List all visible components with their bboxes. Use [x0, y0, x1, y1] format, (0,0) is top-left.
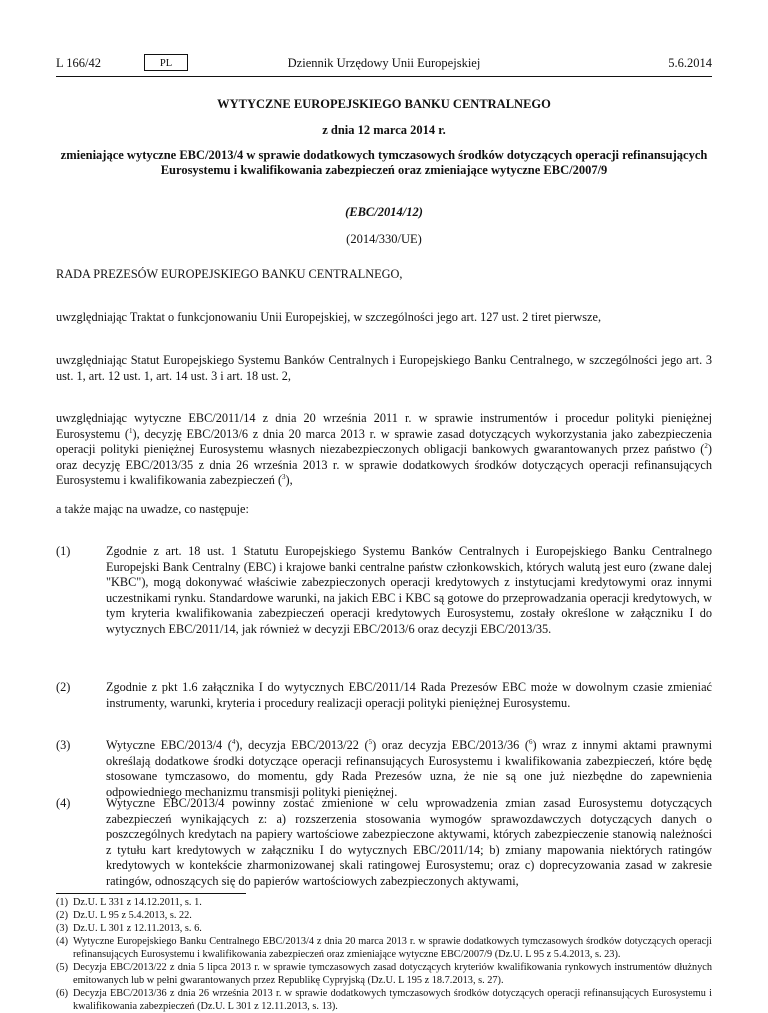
recital-number: (1) — [56, 544, 71, 558]
doc-title: WYTYCZNE EUROPEJSKIEGO BANKU CENTRALNEGO — [217, 97, 551, 111]
doc-subject: zmieniające wytyczne EBC/2013/4 w sprawie dodatkowych tymczasowych środków dotyczących operacji refinansujących Eurosystemu i kwalifikowania zabezpieczeń oraz zmieniające wytyczne EBC/2007/9 — [60, 148, 708, 177]
footnote-mark: (3) — [56, 923, 69, 934]
doc-number: (2014/330/UE) — [346, 232, 422, 246]
footnote-ref[interactable]: 1 — [128, 426, 133, 435]
preamble-whereas: a także mając na uwadze, co następuje: — [56, 502, 249, 516]
footnote-text: Dz.U. L 95 z 5.4.2013, s. 22. — [73, 910, 192, 921]
preamble-statute: uwzględniając Statut Europejskiego Systemu Banków Centralnych i Europejskiego Banku Centralnego, w szczególności jego art. 3 ust. 1, art. 12 ust. 1, art. 14 ust. 3 i art. 18 ust. 2, — [56, 353, 712, 383]
recital-text: Wytyczne EBC/2013/4 ($^4$), decyzja EBC/2013/22 ($^5$) oraz decyzja EBC/2013/36 ($^6$) wraz z innymi aktami prawnymi określają dodatkowe środki dotyczące operacji refinansujących Eurosystemu i kwalifikowania zabezpieczeń, które będę stosowane tymczasowo, do momentu, gdy Rada Prezesów uzna, że nie są one już niezbędne do zapewnienia odpowiedniego mechanizmu transmisji polityki pieniężnej. — [106, 737, 713, 799]
publication-date: 5.6.2014 — [668, 56, 712, 70]
footnote-mark: (4) — [56, 936, 69, 947]
footnote — [56, 935, 712, 961]
recital-number: (3) — [56, 738, 71, 752]
recital-text: Zgodnie z pkt 1.6 załącznika I do wytycznych EBC/2011/14 Rada Prezesów EBC może w dowolnym czasie zmieniać instrumenty, warunki, kryteria i procedury realizacji operacji polityki pieniężnej Eurosystemu. — [106, 680, 712, 710]
doc-reference: (EBC/2014/12) — [345, 205, 423, 219]
footnote-ref[interactable]: 2 — [704, 442, 708, 451]
language-badge: PL — [144, 54, 188, 71]
footnote-mark: (6) — [56, 988, 69, 999]
footnote-text: Wytyczne Europejskiego Banku Centralnego EBC/2013/4 z dnia 20 marca 2013 r. w sprawie dodatkowych tymczasowych środków dotyczących operacji refinansujących Eurosystemu i kwalifikowania zabezpieczeń oraz zmieniające wytyczne EBC/2007/9 (Dz.U. L 95 z 5.4.2013, s. 23). — [73, 936, 712, 960]
recital-number: (4) — [56, 796, 71, 810]
footnote-ref[interactable]: 5 — [368, 737, 373, 746]
recital-number: (2) — [56, 680, 71, 694]
footnote-ref[interactable]: 4 — [231, 737, 236, 746]
preamble-acts: uwzględniając wytyczne EBC/2011/14 z dnia 20 września 2011 r. w sprawie instrumentów i procedur polityki pieniężnej Eurosystemu ($^1$), decyzję EBC/2013/6 z dnia 20 marca 2013 r. w sprawie zasad dotyczących wykorzystania jako zabezpieczenia operacji polityki pieniężnej Eurosystemu własnych niezabezpieczonych obligacji bankowych gwarantowanych przez państwo ($^2$) oraz decyzję EBC/2013/35 z dnia 26 września 2013 r. w sprawie dodatkowych środków dotyczących operacji refinansujących Eurosystemu i kwalifikowania zabezpieczeń ($^3$), — [56, 411, 712, 488]
footnote-separator — [56, 893, 246, 894]
doc-date: z dnia 12 marca 2014 r. — [322, 123, 446, 137]
footnote-mark: (5) — [56, 962, 69, 973]
footnote — [56, 922, 712, 935]
footnote — [56, 909, 712, 922]
footnote-text: Decyzja EBC/2013/22 z dnia 5 lipca 2013 r. w sprawie tymczasowych zasad dotyczących kryteriów kwalifikowania rynkowych instrumentów dłużnych emitowanych lub w pełni gwarantowanych przez Republikę Cypryjską (Dz.U. L 195 z 18.7.2013, s. 27). — [73, 962, 712, 986]
footnote-text: Dz.U. L 301 z 12.11.2013, s. 6. — [73, 923, 202, 934]
footnote-ref[interactable]: 6 — [528, 737, 533, 746]
footnote-ref[interactable]: 3 — [282, 473, 286, 482]
footnote — [56, 896, 712, 909]
recital-text: Wytyczne EBC/2013/4 powinny zostać zmienione w celu wprowadzenia zmian zasad Eurosystemu dotyczących zabezpieczeń wynikających z: a) rozszerzenia stosowania wymogów sprawozdawczych dotyczących danych o poszczególnych kredytach na papiery wartościowe zabezpieczone aktywami, których zabezpieczenie stanowią należności z tytułu kart kredytowych w załączniku I do wytycznych EBC/2011/14; b) zmiany mapowania niektórych ratingów kredytowych w kontekście zharmonizowanej skali ratingowej Eurosystemu; oraz c) doprecyzowania zasad w zakresie ratingów, odnoszących się do papierów wartościowych zabezpieczonych aktywami, — [106, 796, 712, 888]
footnote-text: Decyzja EBC/2013/36 z dnia 26 września 2013 r. w sprawie dodatkowych tymczasowych środków dotyczących operacji refinansujących Eurosystemu i kwalifikowania zabezpieczeń (Dz.U. L 301 z 12.11.2013, s. 13). — [73, 988, 712, 1012]
preamble-treaty: uwzględniając Traktat o funkcjonowaniu Unii Europejskiej, w szczególności jego art. 127 ust. 2 tiret pierwsze, — [56, 310, 602, 324]
footnote-mark: (2) — [56, 910, 69, 921]
footnote — [56, 961, 712, 987]
footnote — [56, 987, 712, 1013]
header-rule — [56, 76, 712, 77]
journal-title: Dziennik Urzędowy Unii Europejskiej — [287, 56, 481, 70]
page-reference: L 166/42 — [56, 56, 102, 70]
footnote-text: Dz.U. L 331 z 14.12.2011, s. 1. — [73, 897, 202, 908]
page-header — [56, 54, 712, 76]
footnote-mark: (1) — [56, 897, 69, 908]
recital-text: Zgodnie z art. 18 ust. 1 Statutu Europejskiego Systemu Banków Centralnych i Europejskiego Banku Centralnego Europejski Bank Centralny (EBC) i krajowe banki centralne państw członkowskich, których walutą jest euro (zwane dalej "KBC"), mogą dokonywać właściwie zabezpieczonych operacji kredytowych z instytucjami kredytowymi oraz innymi uczestnikami rynku. Standardowe warunki, na jakich EBC i KBC są gotowe do przeprowadzania operacji kredytowych, w tym kryteria kwalifikowania zabezpieczeń operacji kredytowych Eurosystemu, zostały określone w załączniku I do wytycznych EBC/2011/14, jak również w decyzji EBC/2013/6 oraz decyzji EBC/2013/35. — [106, 544, 712, 636]
preamble-council: RADA PREZESÓW EUROPEJSKIEGO BANKU CENTRALNEGO, — [56, 267, 403, 281]
